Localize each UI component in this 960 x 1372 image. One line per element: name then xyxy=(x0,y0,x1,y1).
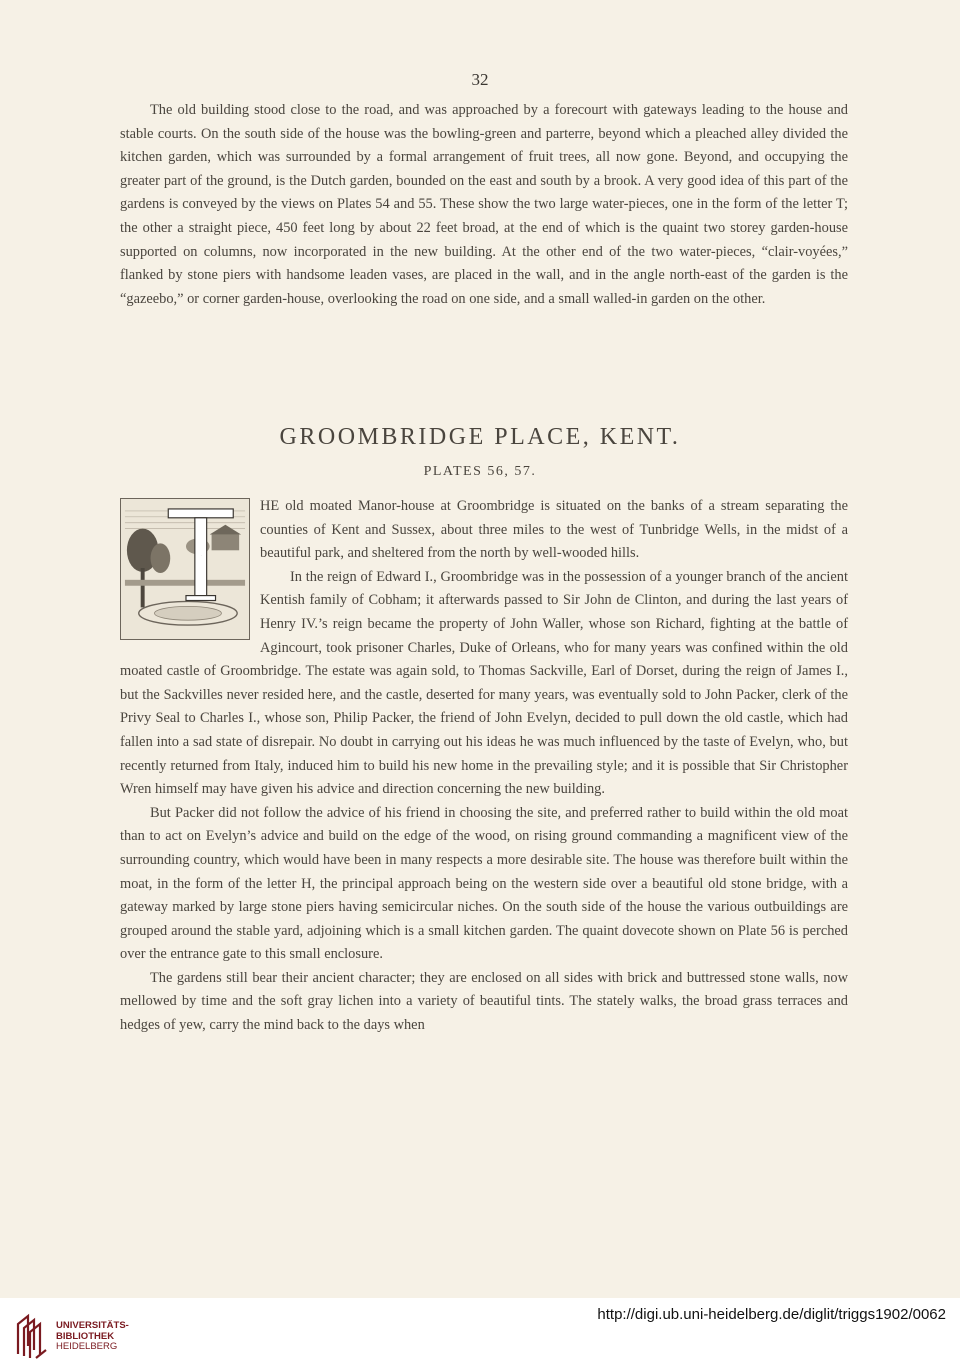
section-body xyxy=(120,495,848,1038)
garden-scene-initial-icon xyxy=(121,499,249,639)
section-title: GROOMBRIDGE PLACE, KENT. xyxy=(279,424,681,450)
page-number: 32 xyxy=(471,70,489,89)
library-logo-icon xyxy=(12,1310,52,1360)
library-name: UNIVERSITÄTS- BIBLIOTHEK HEIDELBERG xyxy=(56,1320,129,1352)
intro-paragraph: The old building stood close to the road, and was approached by a forecourt with gateways leading to the house and stable courts. On the south side of the house was the bowling-green and parterre, beyond which a pleached alley divided the kitchen garden, which was surrounded by a formal arrangement of fruit trees, all now gone. Beyond, and occupying the greater part of the ground, is the Dutch garden, bounded on the east and south by a brook. A very good idea of this part of the gardens is conveyed by the views on Plates 54 and 55. These show the two large water-pieces, one in the form of the letter T; the other a straight piece, 450 feet long by about 22 feet broad, at the end of which is the quaint two storey garden-house supported on columns, now incorporated in the new building. At the other end of the two water-pieces, “clair-voyées,” flanked by stone piers with handsome leaden vases, are placed in the wall, and in the angle north-east of the garden is the “gazeebo,” or corner garden-house, overlooking the road on one side, and a small walled-in garden on the other. xyxy=(120,102,848,307)
body-paragraph-3: The gardens still bear their ancient character; they are enclosed on all sides with brick and buttressed stone walls, now mellowed by time and the soft gray lichen into a variety of beautiful tints. The stately walks, the broad grass terraces and hedges of yew, carry the mind back to the days when xyxy=(120,969,848,1034)
body-paragraph-2: But Packer did not follow the advice of his friend in choosing the site, and preferred rather to build within the old moat than to act on Evelyn’s advice and build on the edge of the wood, on rising ground commanding a magnificent view of the surrounding country, which would have been in many respects a more desirable site. The house was therefore built within the moat, in the form of the letter H, the principal approach being on the western side over a beautiful old stone bridge, with a gateway marked by large stone piers having semicircular niches. On the south side of the house the various outbuildings are grouped around the stable yard, adjoining which is a small kitchen garden. The quaint dovecote shown on Plate 56 is perched over the entrance gate to this small enclosure. xyxy=(120,804,848,963)
first-paragraph: HE old moated Manor-house at Groombridge is situated on the banks of a stream separating the counties of Kent and Sussex, about three miles to the west of Tunbridge Wells, in the midst of a beautiful park, and sheltered from the north by well-wooded hills. xyxy=(260,498,848,562)
permalink-url[interactable]: http://digi.ub.uni-heidelberg.de/diglit/triggs1902/0062 xyxy=(597,1306,946,1323)
svg-text:T: T xyxy=(200,556,202,558)
decorative-initial xyxy=(120,498,250,640)
body-paragraph-1: In the reign of Edward I., Groombridge was in the possession of a younger branch of the ancient Kentish family of Cobham; it afterwards passed to Sir John de Clinton, and during the last years of Henry IV.’s reign became the property of John Waller, whose son Richard, fighting at the battle of Agincourt, took prisoner Charles, Duke of Orleans, who for many years was confined within the old moated castle of Groombridge. The estate was again sold, to Thomas Sackville, Earl of Dorset, during the reign of James I., but the Sackvilles never resided here, and the castle, deserted for many years, was eventually sold to John Packer, clerk of the Privy Seal to Charles I., whose son, Philip Packer, the friend of John Evelyn, decided to pull down the old castle, which had fallen into a sad state of disrepair. No doubt in carrying out his ideas he was much influenced by the taste of Evelyn, who, but recently returned from Italy, induced him to build his new home in the prevailing style; and it is possible that Sir Christopher Wren himself may have given his advice and direction concerning the new building. xyxy=(120,568,848,798)
viewer-footer xyxy=(0,1298,960,1372)
section-subtitle: PLATES 56, 57. xyxy=(423,464,537,479)
